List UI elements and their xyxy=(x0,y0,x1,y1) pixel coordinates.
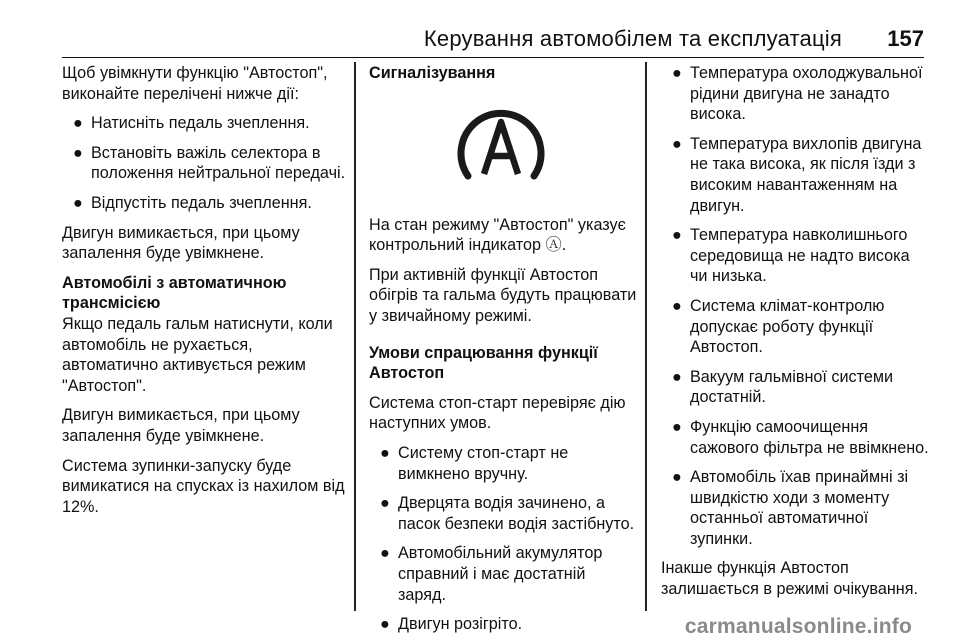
column-divider-1 xyxy=(354,62,356,611)
conditions-list-1 xyxy=(369,443,637,635)
signal-heading: Сигналізування xyxy=(369,64,496,82)
conditions-list-2 xyxy=(661,63,929,549)
list-item: ● Дверцята водія зачинено, а пасок безпеки водія застібнуто. xyxy=(380,494,635,533)
steps-list xyxy=(62,113,350,213)
list-item: ● Автомобіль їхав принаймні зі швидкістю ходи з моменту останньої автоматичної зупинки. xyxy=(672,468,909,548)
column-1 xyxy=(62,63,350,526)
column-divider-2 xyxy=(645,62,647,611)
bullet-icon: ● xyxy=(73,193,83,212)
list-item: ● Двигун розігріто. xyxy=(380,615,523,634)
bullet-icon: ● xyxy=(380,443,390,462)
list-item: ● Функцію самоочищення сажового фільтра не ввімкнено. xyxy=(672,417,929,457)
list-item: ● Температура навколишнього середовища не надто висока чи низька. xyxy=(672,226,910,286)
chapter-title: Керування автомобілем та експлуатація xyxy=(423,26,842,51)
engine-off-text: Двигун вимикається, при цьому запалення буде увімкнене. xyxy=(62,223,300,263)
conditions-heading: Умови спрацювання функції Автостоп xyxy=(369,343,598,383)
intro-text: Щоб увімкнути функцію "Автостоп", виконайте перелічені нижче дії: xyxy=(62,64,328,103)
list-item: ● Систему стоп-старт не вимкнено вручну. xyxy=(380,443,569,483)
bullet-icon: ● xyxy=(672,64,682,82)
auto-stop-indicator-icon xyxy=(446,98,556,198)
bullet-icon: ● xyxy=(380,544,390,563)
indicator-text: На стан режиму "Автостоп" указує контрольний індикатор Ⓐ. xyxy=(369,215,626,255)
list-item: ● Встановіть важіль селектора в положення нейтральної передачі. xyxy=(73,143,346,183)
page-header xyxy=(0,0,960,60)
conditions-intro: Система стоп-старт перевіряє дію наступних умов. xyxy=(369,393,626,433)
list-item: ● Натисніть педаль зчеплення. xyxy=(73,114,310,133)
column-2 xyxy=(369,63,637,644)
bullet-icon: ● xyxy=(380,615,390,634)
slope-text: Система зупинки-запуску буде вимикатися на спусках із нахилом від 12%. xyxy=(62,456,345,516)
auto-transmission-text: Якщо педаль гальм натиснути, коли автомобіль не рухається, автоматично активується режим "Автостоп". xyxy=(62,314,333,395)
auto-transmission-heading: Автомобілі з автоматичною трансмісією xyxy=(62,273,287,313)
watermark: carmanualsonline.info xyxy=(684,615,912,638)
list-item: ● Відпустіть педаль зчеплення. xyxy=(73,193,312,212)
engine-off-text-2: Двигун вимикається, при цьому запалення буде увімкнене. xyxy=(62,406,300,445)
list-item: ● Вакуум гальмівної системи достатній. xyxy=(672,367,894,407)
outro-text: Інакше функція Автостоп залишається в режимі очікування. xyxy=(661,559,918,599)
indicator-illustration xyxy=(369,93,632,203)
list-item: ● Система клімат-контролю допускає роботу функції Автостоп. xyxy=(672,296,885,357)
bullet-icon: ● xyxy=(672,367,682,386)
list-item: ● Температура вихлопів двигуна не така висока, як після їзди з високим навантаженням на двигун. xyxy=(672,134,922,215)
bullet-icon: ● xyxy=(672,417,682,436)
list-item: ● Автомобільний акумулятор справний і має достатній заряд. xyxy=(380,544,603,604)
bullet-icon: ● xyxy=(73,114,83,133)
bullet-icon: ● xyxy=(73,143,83,162)
header-rule xyxy=(62,57,924,58)
bullet-icon: ● xyxy=(672,226,682,245)
bullet-icon: ● xyxy=(380,494,390,513)
brake-text: При активній функції Автостоп обігрів та гальма будуть працювати у звичайному режимі. xyxy=(369,265,637,325)
page-number: 157 xyxy=(887,26,924,51)
column-3 xyxy=(661,63,929,609)
list-item: ● Температура охолоджувальної рідини двигуна не занадто висока. xyxy=(672,64,923,124)
bullet-icon: ● xyxy=(672,134,682,153)
bullet-icon: ● xyxy=(672,296,682,315)
bullet-icon: ● xyxy=(672,468,682,487)
